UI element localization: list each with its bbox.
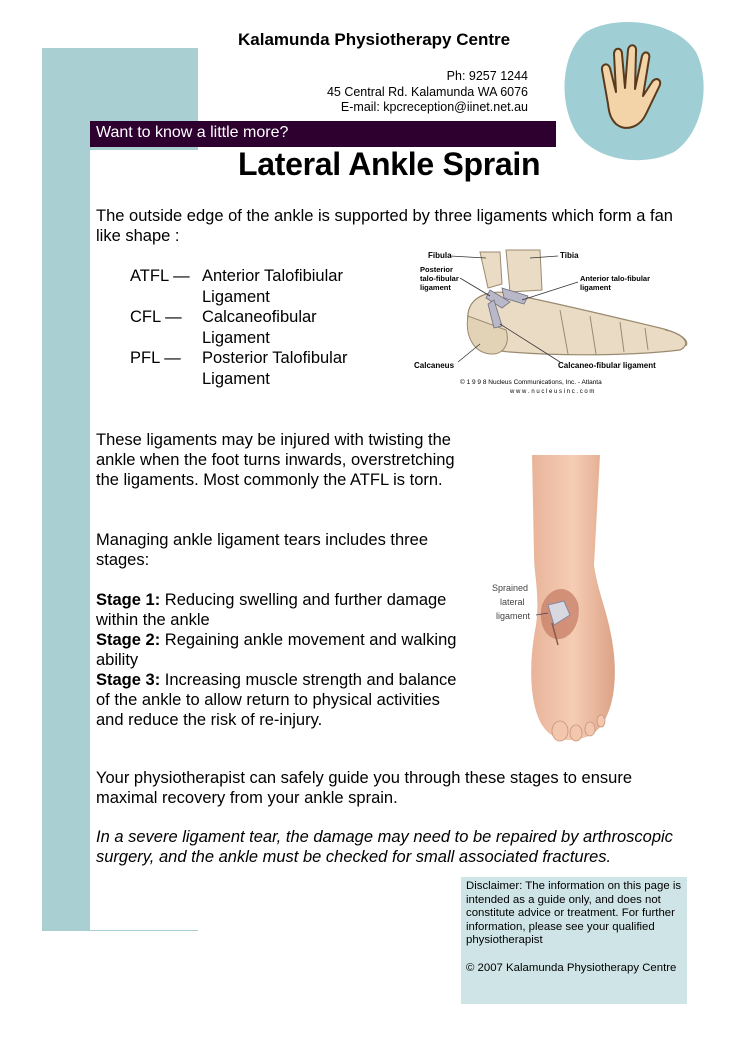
address: 45 Central Rd. Kalamunda WA 6076: [326, 84, 528, 99]
ankle-anatomy-figure: [410, 244, 695, 399]
ligament-row-atfl: [130, 266, 362, 307]
ligament-name: Anterior Talofibiular Ligament: [202, 267, 343, 306]
ligament-name: Posterior Talofibular Ligament: [202, 349, 348, 388]
sprained-foot-illustration: [490, 455, 640, 745]
page-title: Lateral Ankle Sprain: [238, 146, 541, 182]
calcaneus-label: Calcaneus: [414, 361, 455, 370]
stage-text: Increasing muscle strength and balance of the ankle to allow return to physical activities and reduce the risk of re-injury.: [96, 671, 457, 729]
stage-label: Stage 3:: [96, 671, 161, 689]
ligament-name: Calcaneofibular Ligament: [202, 308, 317, 347]
disclaimer-box: [461, 877, 687, 1004]
stage-item: [96, 670, 466, 730]
calcaneo-fibular-label: Calcaneo-fibular ligament: [558, 361, 656, 370]
tibia-label: Tibia: [560, 251, 579, 260]
stage-item: [96, 630, 466, 670]
intro-paragraph: The outside edge of the ankle is supported by three ligaments which form a fan like shape :: [96, 207, 673, 245]
copyright-text: © 2007 Kalamunda Physiotherapy Centre: [466, 961, 677, 974]
contact-block: [327, 69, 528, 116]
stage-text: Regaining ankle movement and walking ability: [96, 631, 457, 669]
banner-text: Want to know a little more?: [96, 124, 289, 141]
sprained-label: lateral: [500, 597, 525, 607]
ligament-abbr: PFL —: [130, 349, 181, 367]
managing-paragraph: Managing ankle ligament tears includes three stages:: [96, 531, 429, 569]
ligament-row-pfl: [130, 348, 362, 389]
ligament-abbr: ATFL —: [130, 267, 190, 285]
posterior-label: talo-fibular: [420, 274, 459, 283]
stage-text: Reducing swelling and further damage within the ankle: [96, 591, 447, 629]
phone: Ph: 9257 1244: [446, 69, 528, 83]
figure-credit-url: w w w . n u c l e u s i n c . c o m: [510, 389, 595, 395]
ligament-list: [130, 266, 362, 389]
stages-list: [96, 590, 466, 730]
ligament-abbr: CFL —: [130, 308, 182, 326]
figure-credit: © 1 9 9 8 Nucleus Communications, Inc. - Atlanta: [460, 379, 602, 386]
hand-icon: [556, 12, 706, 162]
posterior-label: ligament: [420, 283, 451, 292]
sprained-label: Sprained: [492, 583, 529, 593]
org-name: Kalamunda Physiotherapy Centre: [238, 30, 511, 49]
posterior-label: Posterior: [420, 265, 453, 274]
injury-paragraph: These ligaments may be injured with twisting the ankle when the foot turns inwards, overstretching the ligaments. Most commonly the ATFL is torn.: [96, 431, 455, 489]
sprained-label: ligament: [496, 611, 531, 621]
anterior-label: Anterior talo-fibular: [580, 274, 651, 283]
anterior-label: ligament: [580, 283, 611, 292]
stage-label: Stage 1:: [96, 591, 161, 609]
stage-label: Stage 2:: [96, 631, 161, 649]
guide-paragraph: Your physiotherapist can safely guide you through these stages to ensure maximal recovery from your ankle sprain.: [96, 769, 632, 807]
stage-item: [96, 590, 466, 630]
banner: [90, 121, 556, 147]
ligament-row-cfl: [130, 307, 362, 348]
disclaimer-text: Disclaimer: The information on this page is intended as a guide only, and does not constitute advice or treatment. For further information, please see your qualified physiotherapist: [466, 880, 682, 946]
email: E-mail: kpcreception@iinet.net.au: [340, 100, 528, 114]
severe-paragraph: In a severe ligament tear, the damage may need to be repaired by arthroscopic surgery, and the ankle must be checked for small associated fractures.: [96, 828, 673, 866]
fibula-label: Fibula: [428, 251, 452, 260]
